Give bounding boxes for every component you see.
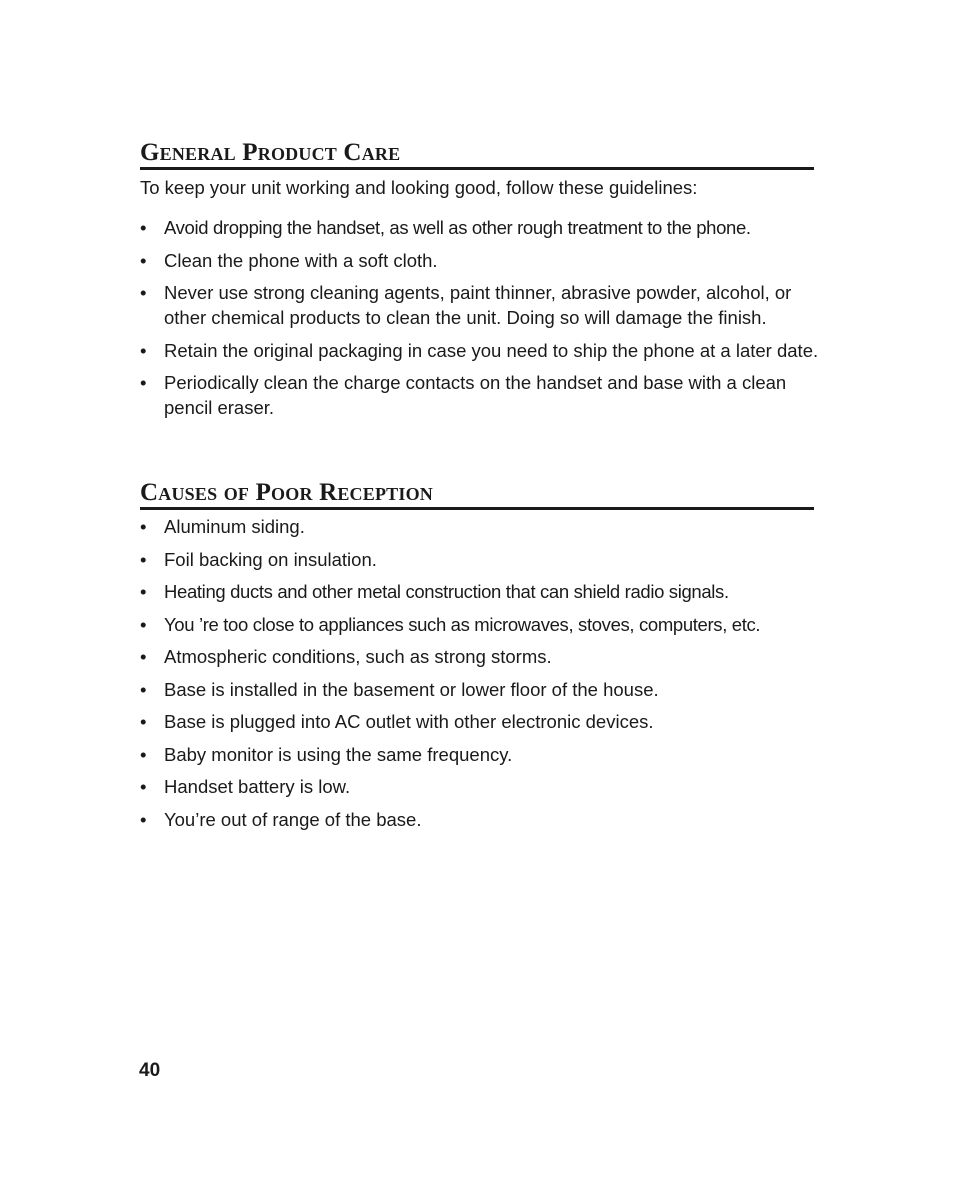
- list-item-text: Retain the original packaging in case you need to ship the phone at a later date.: [164, 339, 819, 361]
- general-care-list: [140, 215, 830, 428]
- list-item: [140, 612, 830, 637]
- list-item-text: You ’re too close to appliances such as microwaves, stoves, computers, etc.: [164, 613, 761, 635]
- bullet-icon: •: [140, 516, 147, 537]
- list-item: [140, 514, 830, 539]
- list-item: [140, 248, 830, 273]
- general-care-intro: To keep your unit working and looking good, follow these guidelines:: [140, 177, 698, 198]
- list-item-text: Foil backing on insulation.: [164, 548, 377, 570]
- bullet-icon: •: [140, 339, 147, 361]
- poor-reception-heading: Causes of Poor Reception: [140, 480, 814, 510]
- bullet-icon: •: [140, 678, 147, 700]
- bullet-icon: •: [140, 282, 147, 303]
- bullet-icon: •: [140, 808, 147, 830]
- page-number: 40: [139, 1060, 161, 1081]
- list-item: [140, 370, 830, 420]
- list-item-text: Aluminum siding.: [164, 516, 305, 537]
- list-item-text: Atmospheric conditions, such as strong storms.: [164, 646, 552, 667]
- list-item-text: Clean the phone with a soft cloth.: [164, 249, 438, 271]
- bullet-icon: •: [140, 249, 147, 271]
- bullet-icon: •: [140, 217, 147, 238]
- list-item: [140, 280, 830, 330]
- list-item: [140, 742, 830, 767]
- list-item: [140, 677, 830, 702]
- list-item: [140, 774, 830, 799]
- list-item-text: Avoid dropping the handset, as well as other rough treatment to the phone.: [164, 217, 751, 238]
- bullet-icon: •: [140, 743, 147, 765]
- list-item-text: Handset battery is low.: [164, 776, 351, 797]
- list-item: [140, 215, 830, 240]
- bullet-icon: •: [140, 581, 147, 602]
- list-item-text: Base is installed in the basement or lower floor of the house.: [164, 678, 659, 700]
- list-item-text: Base is plugged into AC outlet with other electronic devices.: [164, 711, 654, 732]
- bullet-icon: •: [140, 372, 147, 393]
- list-item-text: Never use strong cleaning agents, paint thinner, abrasive powder, alcohol, or other chemical products to clean the unit. Doing so will damage the finish.: [164, 282, 792, 328]
- bullet-icon: •: [140, 613, 147, 635]
- list-item: [140, 579, 830, 604]
- bullet-icon: •: [140, 646, 147, 667]
- list-item-text: Periodically clean the charge contacts on the handset and base with a clean pencil eraser.: [164, 372, 787, 418]
- bullet-icon: •: [140, 776, 147, 797]
- bullet-icon: •: [140, 711, 147, 732]
- list-item: [140, 709, 830, 734]
- list-item: [140, 547, 830, 572]
- bullet-icon: •: [140, 548, 147, 570]
- list-item-text: Baby monitor is using the same frequency.: [164, 743, 513, 765]
- list-item: [140, 807, 830, 832]
- list-item: [140, 338, 830, 363]
- list-item-text: Heating ducts and other metal construction that can shield radio signals.: [164, 581, 729, 602]
- poor-reception-list: [140, 514, 830, 839]
- list-item-text: You’re out of range of the base.: [164, 808, 422, 830]
- list-item: [140, 644, 830, 669]
- general-care-heading: General Product Care: [140, 140, 814, 170]
